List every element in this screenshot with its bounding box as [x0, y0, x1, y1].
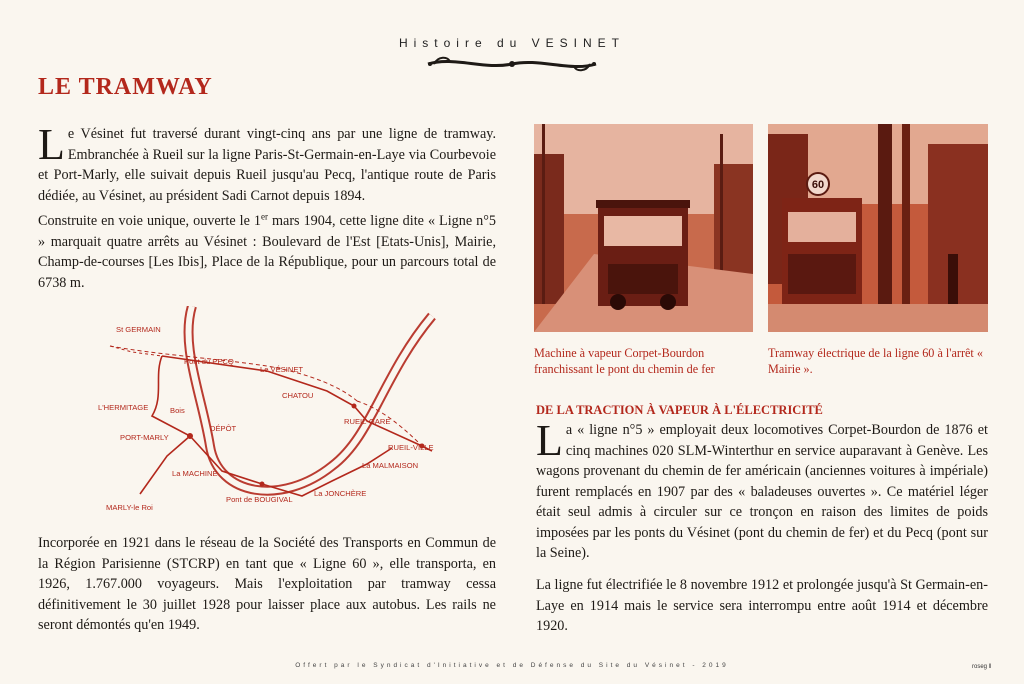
construction-text-b: mars 1904, cette ligne dite « Ligne n°5 » marquait quatre arrêts au Vésinet : Boulevard de l'Est [Etats-Unis], Mairie, Champ-de-courses [Les Ibis], Place de la République, pour un parcours total de 6738 m.: [38, 213, 497, 291]
intro-text: e Vésinet fut traversé durant vingt-cinq ans par une ligne de tramway. Embranchée à Rueil sur la ligne Paris-St-Germain-en-Laye via Courbevoie et Port-Marly, elle suivait depuis Rueil jusqu'au Pecq, l'antique route de Paris dédiée, au Vésinet, au président Sadi Carnot depuis 1894.: [38, 126, 496, 204]
photo-credit: roseg ll: [972, 664, 992, 670]
map-label-rueil-ville: RUEIL-VILLE: [388, 443, 434, 452]
construction-text-a: Construite en voie unique, ouverte le 1: [38, 213, 261, 229]
map-label-malmaison: La MALMAISON: [362, 461, 419, 470]
drop-cap-2: L: [536, 416, 563, 465]
map-label-jonchere: La JONCHÈRE: [314, 489, 367, 498]
intro-paragraph: [38, 120, 496, 206]
caption-steam-tram: Machine à vapeur Corpet-Bourdon franchissant le pont du chemin de fer: [534, 346, 715, 376]
drop-cap: L: [38, 120, 65, 169]
series-header: Histoire du VESINET: [398, 36, 626, 50]
photo-steam-tram: [534, 124, 753, 332]
map-label-rueil-gare: RUEIL-GARE: [344, 417, 391, 426]
electrification-paragraph: La ligne fut électrifiée le 8 novembre 1912 et prolongée jusqu'à St Germain-en-Laye en 1914 mais le service sera interrompu entre août 1914 et décembre 1920.: [536, 577, 988, 634]
section-heading: DE LA TRACTION À VAPEUR À L'ÉLECTRICITÉ: [536, 403, 823, 417]
incorporation-paragraph: Incorporée en 1921 dans le réseau de la Société des Transports en Commun de la Région Parisienne (STCRP) en tant que « Ligne 60 », elle transporta, en 1926, 1.767.000 voyageurs. Mais l'exploitation par tramway cessa définitivement le 30 juillet 1928 pour laisser place aux autobus. Les rails ne seront démontés qu'en 1949.: [38, 535, 496, 633]
traction-paragraph: [536, 416, 988, 564]
caption-electric-tram: Tramway électrique de la ligne 60 à l'arrêt « Mairie ».: [768, 346, 983, 376]
construction-paragraph: [38, 211, 496, 293]
map-label-vesinet: Le VÉSINET: [260, 365, 304, 374]
map-label-la-machine: La MACHINE: [172, 469, 218, 478]
map-label-hermitage: L'HERMITAGE: [98, 403, 149, 412]
traction-text: a « ligne n°5 » employait deux locomotives Corpet-Bourdon de 1876 et cinq machines 020 SLM-Winterthur en service auparavant à Genève. Les wagons provenant du chemin de fer américain (anciennes voitures à impériale) furent remplacés en 1907 par des « baladeuses ouvertes ». Ce matériel léger était seul admis à circuler sur ce tronçon en raison des limites de poids imposées par les ponts du Vésinet (pont du chemin de fer) et du Pecq (pont sur la Seine).: [536, 422, 988, 561]
map-label-pont-pecq: Pont du PECQ: [184, 357, 234, 366]
map-label-marly: MARLY-le Roi: [106, 503, 153, 512]
page-title: LE TRAMWAY: [38, 74, 213, 100]
footer-text: Offert par le Syndicat d'Initiative et de Défense du Site du Vésinet - 2019: [295, 662, 729, 669]
map-label-bougival: Pont de BOUGIVAL: [226, 495, 293, 504]
tram-route-map: [92, 306, 462, 526]
map-label-st-germain: St GERMAIN: [116, 325, 161, 334]
map-label-chatou: CHATOU: [282, 391, 314, 400]
map-label-depot: DÉPÔT: [210, 424, 237, 433]
photo-electric-tram: [768, 124, 988, 332]
superscript: er: [261, 211, 268, 222]
tram-number-sign: 60: [811, 179, 825, 191]
ornament-divider-icon: [424, 52, 600, 76]
map-label-port-marly: PORT-MARLY: [120, 433, 169, 442]
map-label-bois: Bois: [170, 406, 185, 415]
